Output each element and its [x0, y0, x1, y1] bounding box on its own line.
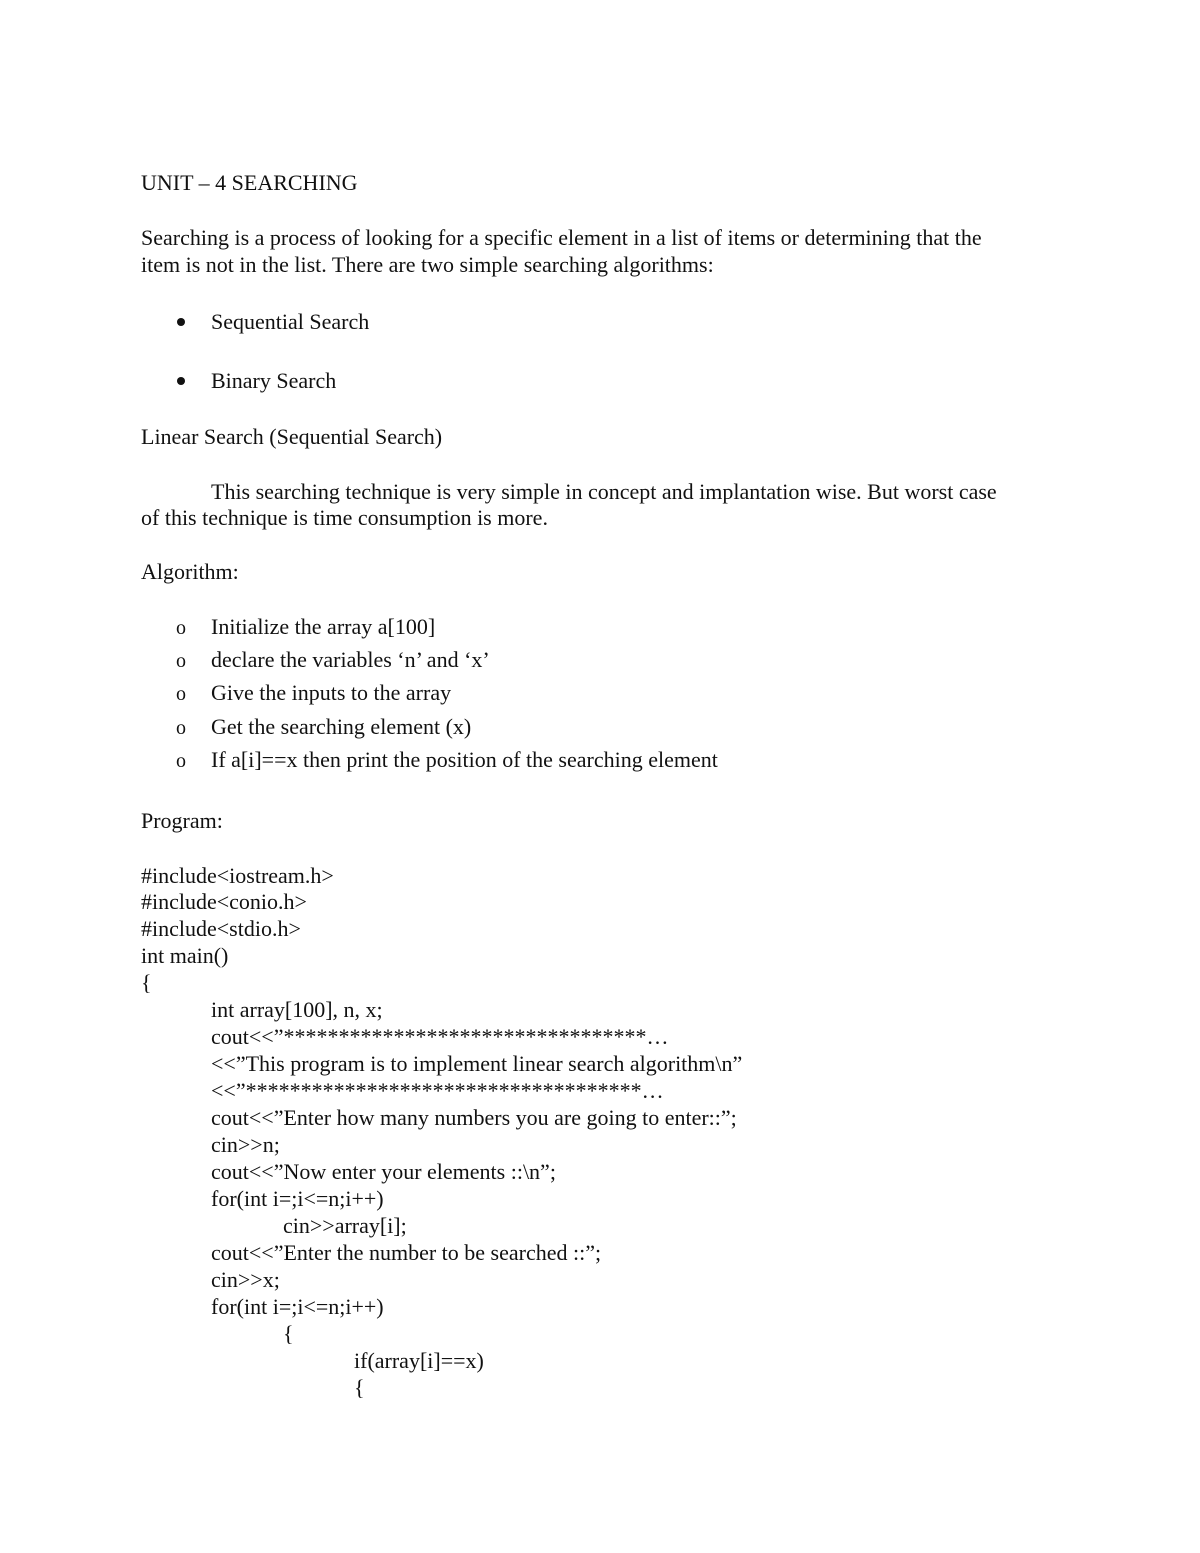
code-line: cin>>x;	[211, 1267, 280, 1292]
circle-bullet-icon: o	[176, 650, 186, 672]
algorithm-step-4: Get the searching element (x)	[211, 714, 472, 739]
algorithm-step-5: If a[i]==x then print the position of the searching element	[211, 747, 718, 772]
code-line: <<”This program is to implement linear search algorithm\n”	[211, 1051, 743, 1076]
bullet-icon	[177, 377, 185, 385]
code-line: <<”************************************…	[211, 1078, 664, 1103]
circle-bullet-icon: o	[176, 617, 186, 639]
code-line: {	[141, 970, 152, 995]
intro-line-2: item is not in the list. There are two simple searching algorithms:	[141, 252, 714, 277]
page-heading: UNIT – 4 SEARCHING	[141, 170, 358, 195]
code-line: {	[354, 1375, 365, 1400]
code-line: #include<stdio.h>	[141, 916, 301, 941]
code-line: if(array[i]==x)	[354, 1348, 484, 1373]
code-line: int array[100], n, x;	[211, 997, 383, 1022]
code-line: cout<<”Enter how many numbers you are going to enter::”;	[211, 1105, 737, 1130]
algorithm-step-1: Initialize the array a[100]	[211, 614, 436, 639]
code-line: #include<iostream.h>	[141, 863, 334, 888]
list-item-binary-search: Binary Search	[211, 368, 337, 393]
code-line: for(int i=;i<=n;i++)	[211, 1294, 384, 1319]
description-line-1: This searching technique is very simple in concept and implantation wise. But worst case	[211, 479, 997, 504]
code-line: cout<<”Now enter your elements ::\n”;	[211, 1159, 556, 1184]
section-title: Linear Search (Sequential Search)	[141, 424, 443, 449]
algorithm-step-2: declare the variables ‘n’ and ‘x’	[211, 647, 490, 672]
code-line: {	[283, 1321, 294, 1346]
list-item-sequential-search: Sequential Search	[211, 309, 370, 334]
algorithm-label: Algorithm:	[141, 559, 239, 584]
code-line: for(int i=;i<=n;i++)	[211, 1186, 384, 1211]
code-line: int main()	[141, 943, 229, 968]
description-line-2: of this technique is time consumption is more.	[141, 505, 548, 530]
program-label: Program:	[141, 808, 223, 833]
bullet-icon	[177, 318, 185, 326]
circle-bullet-icon: o	[176, 717, 186, 739]
code-line: cin>>array[i];	[283, 1213, 407, 1238]
code-line: cout<<”*********************************…	[211, 1024, 669, 1049]
algorithm-step-3: Give the inputs to the array	[211, 680, 452, 705]
code-line: #include<conio.h>	[141, 889, 307, 914]
intro-line-1: Searching is a process of looking for a specific element in a list of items or determining that the	[141, 225, 982, 250]
code-line: cout<<”Enter the number to be searched ::”;	[211, 1240, 602, 1265]
code-line: cin>>n;	[211, 1132, 280, 1157]
circle-bullet-icon: o	[176, 683, 186, 705]
circle-bullet-icon: o	[176, 750, 186, 772]
